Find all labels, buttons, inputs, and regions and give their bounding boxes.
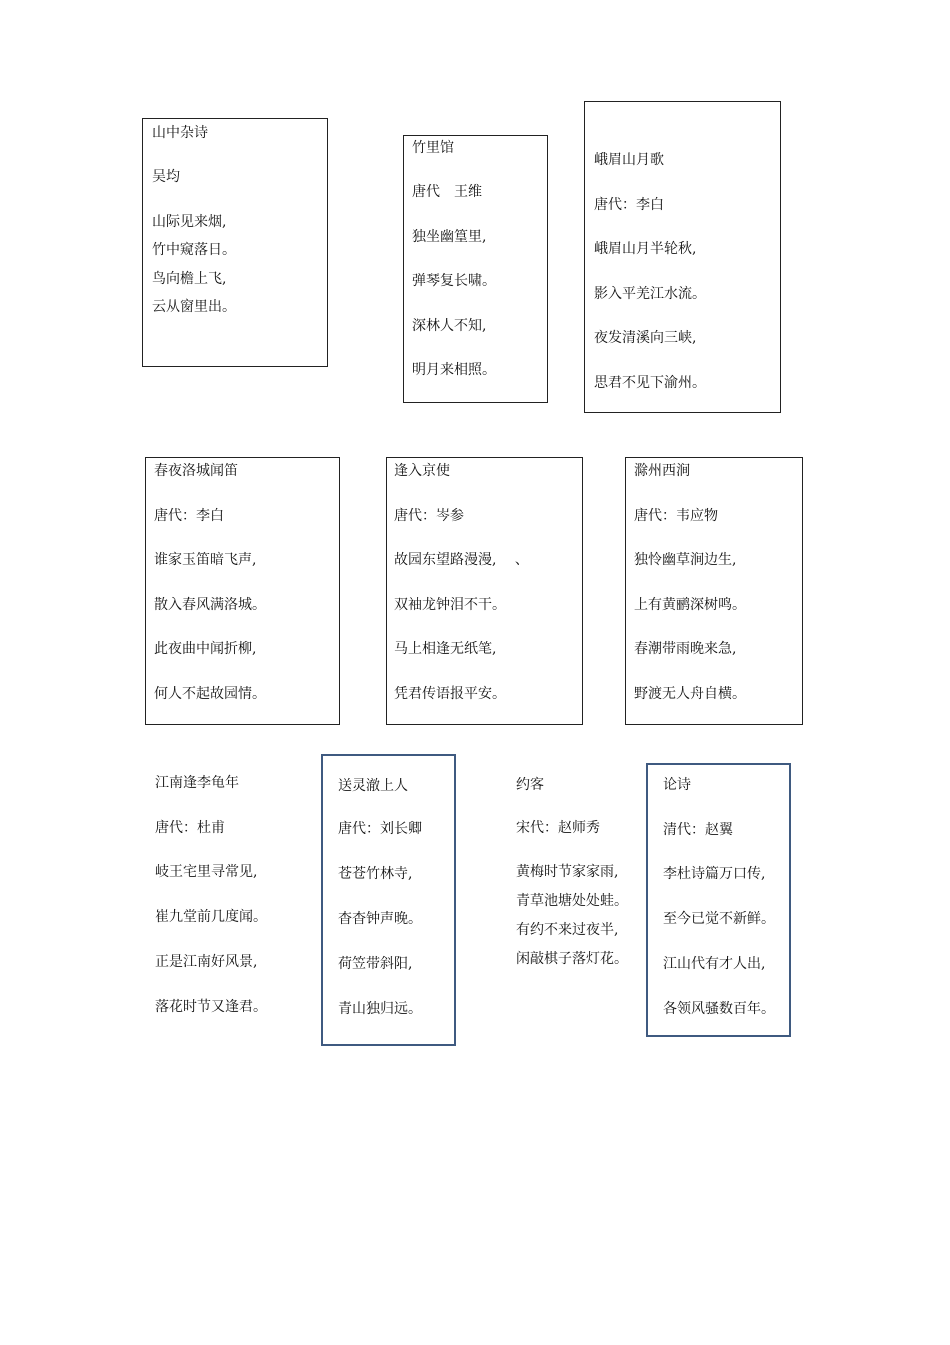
poem-line: 何人不起故园情。 [154, 686, 266, 702]
poem-line: 正是江南好风景, [155, 954, 258, 970]
poem-line: 上有黄鹂深树鸣。 [634, 597, 746, 613]
poem-line: 苍苍竹林寺, [338, 866, 413, 882]
poem-line: 弹琴复长啸。 [412, 273, 496, 289]
poem-author: 清代：赵翼 [663, 822, 733, 838]
poem-line: 江山代有才人出, [663, 956, 766, 972]
poem-line: 影入平羌江水流。 [594, 286, 706, 302]
poem-line: 各领风骚数百年。 [663, 1001, 775, 1017]
poem-card-yueke [506, 764, 646, 984]
poem-author: 宋代：赵师秀 [516, 820, 600, 836]
poem-title: 送灵澈上人 [338, 778, 408, 794]
poem-title: 逢入京使 [394, 463, 450, 479]
poem-line: 独坐幽篁里, [412, 229, 487, 245]
poem-line: 有约不来过夜半, [516, 922, 619, 938]
poem-title: 论诗 [663, 777, 691, 793]
poem-author: 唐代：李白 [594, 197, 664, 213]
poem-line: 春潮带雨晚来急, [634, 641, 737, 657]
poem-card-jiangnan-feng-liguinian [146, 764, 316, 1034]
poem-line: 崔九堂前几度闻。 [155, 909, 267, 925]
poem-line: 散入春风满洛城。 [154, 597, 266, 613]
poem-author: 唐代：刘长卿 [338, 821, 422, 837]
poem-line: 鸟向檐上飞, [152, 271, 227, 287]
poem-line: 凭君传语报平安。 [394, 686, 506, 702]
poem-line: 深林人不知, [412, 318, 487, 334]
poem-card-chunye-luocheng-wendi [145, 457, 340, 725]
poem-line: 双袖龙钟泪不干。 [394, 597, 506, 613]
poem-line: 青草池塘处处蛙。 [516, 893, 628, 909]
poem-card-chuzhou-xijian [625, 457, 803, 725]
poem-line: 杳杳钟声晚。 [338, 911, 422, 927]
poem-title: 滁州西涧 [634, 463, 690, 479]
poem-card-zhuli-guan [403, 135, 548, 403]
poem-line: 青山独归远。 [338, 1001, 422, 1017]
poem-line: 野渡无人舟自横。 [634, 686, 746, 702]
poem-line: 独怜幽草涧边生, [634, 552, 737, 568]
poem-line: 落花时节又逢君。 [155, 999, 267, 1015]
poem-title: 江南逢李龟年 [155, 775, 239, 791]
poem-line: 黄梅时节家家雨, [516, 864, 619, 880]
poem-author: 唐代：杜甫 [155, 820, 225, 836]
poem-line: 李杜诗篇万口传, [663, 866, 766, 882]
poem-line: 至今已觉不新鲜。 [663, 911, 775, 927]
poem-title: 春夜洛城闻笛 [154, 463, 238, 479]
poem-line: 云从窗里出。 [152, 299, 236, 315]
poem-author: 唐代 王维 [412, 184, 482, 200]
poem-line: 谁家玉笛暗飞声, [154, 552, 257, 568]
poem-line: 此夜曲中闻折柳, [154, 641, 257, 657]
poem-line: 竹中窥落日。 [152, 242, 236, 258]
poem-line: 夜发清溪向三峡, [594, 330, 697, 346]
poem-line: 思君不见下渝州。 [594, 375, 706, 391]
poem-line: 明月来相照。 [412, 362, 496, 378]
poem-line: 岐王宅里寻常见, [155, 864, 258, 880]
poem-line: 故园东望路漫漫, 、 [394, 552, 529, 568]
poem-line: 峨眉山月半轮秋, [594, 241, 697, 257]
poem-card-feng-rujing-shi [386, 457, 583, 725]
poem-author: 唐代：李白 [154, 508, 224, 524]
poem-card-shanzhong-zashi [142, 118, 328, 367]
poem-title: 山中杂诗 [152, 125, 208, 141]
poem-line: 马上相逢无纸笔, [394, 641, 497, 657]
poem-card-song-lingche-shangren [321, 754, 456, 1046]
poem-author: 唐代：韦应物 [634, 508, 718, 524]
poem-line: 荷笠带斜阳, [338, 956, 413, 972]
poem-title: 约客 [516, 777, 544, 793]
poem-title: 峨眉山月歌 [594, 152, 664, 168]
poem-card-lunshi [646, 763, 791, 1037]
poem-line: 闲敲棋子落灯花。 [516, 951, 628, 967]
poem-author: 吴均 [152, 169, 180, 185]
poem-author: 唐代：岑参 [394, 508, 464, 524]
poem-card-emei-shanyue-ge [584, 101, 781, 413]
poem-title: 竹里馆 [412, 140, 454, 156]
poem-line: 山际见来烟, [152, 214, 227, 230]
